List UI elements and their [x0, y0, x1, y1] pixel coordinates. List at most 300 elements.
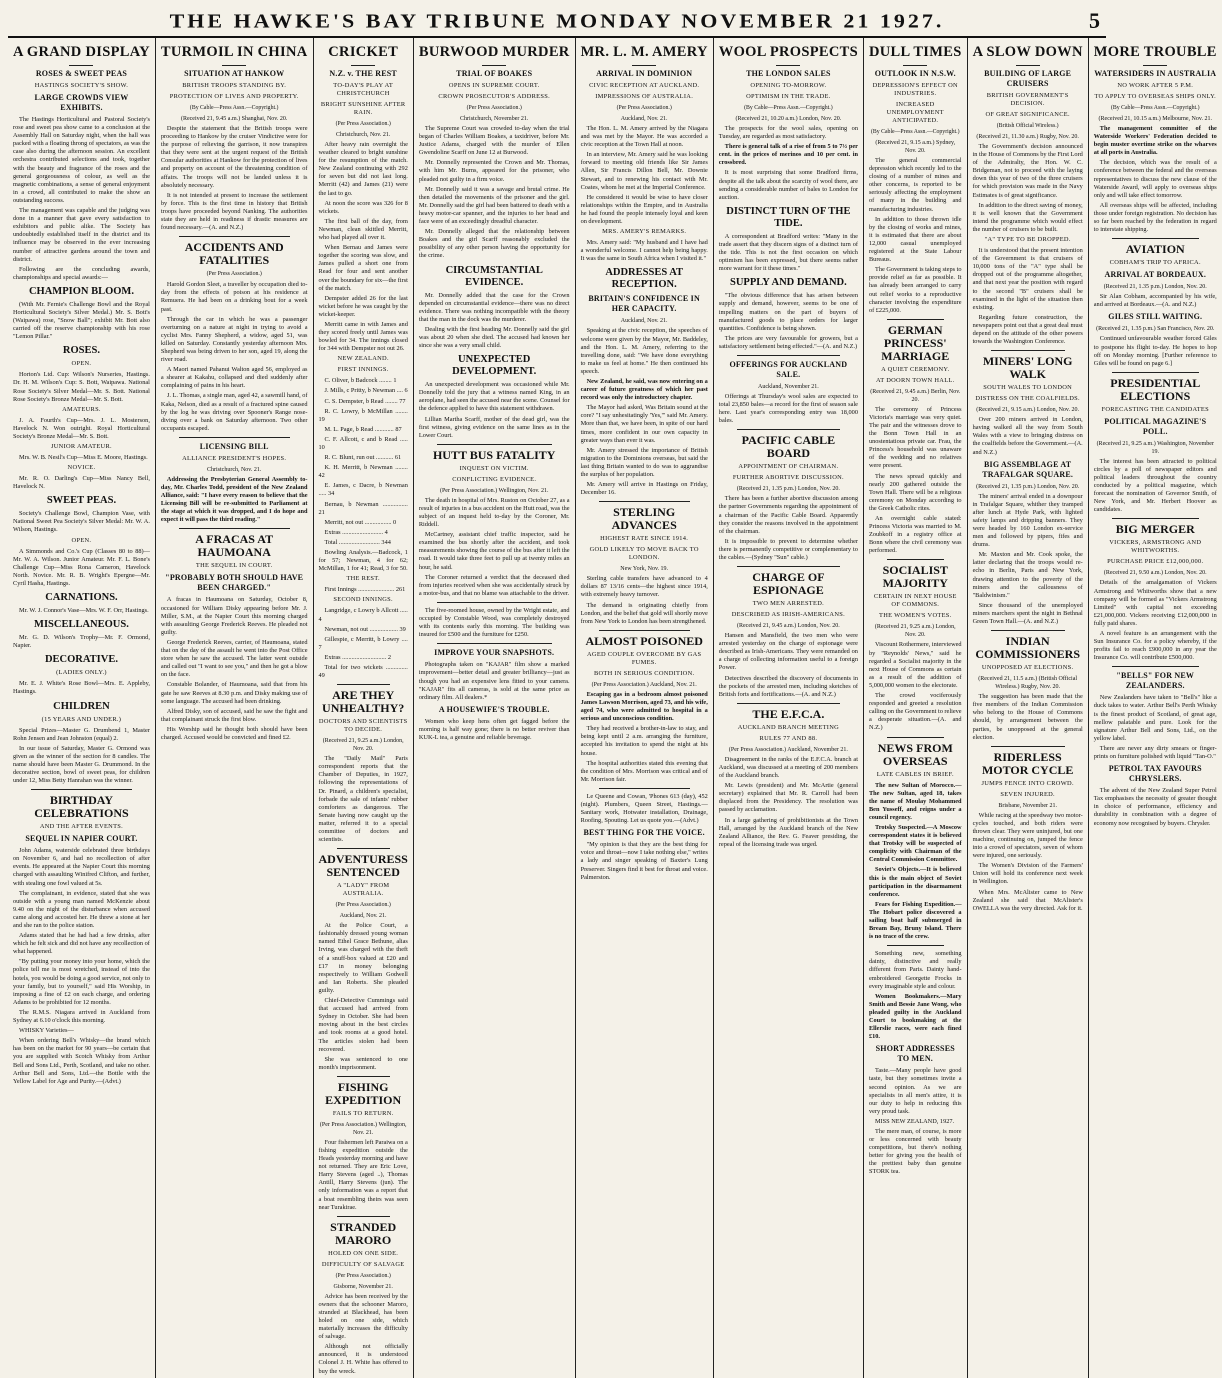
subheadline: LICENSING BILL — [199, 441, 269, 451]
paragraph: Mrs. Amery said: "My husband and I have had a wonderful welcome. I cannot help being happy. It was the same in South Africa when I visited it." — [580, 239, 708, 263]
paragraph: Mr. Lewis (president) and Mr. McArtie (general secretary) explained that Mr. R. Carroll had been displaced from the Presidency. The resolution was passed by acclamation. — [718, 782, 858, 814]
paragraph: Adams stated that he had had a few drinks, after which he felt sick and did not have any recollection of what happened. — [13, 932, 150, 956]
column-headline: MORE TROUBLE — [1093, 44, 1217, 60]
article-headline: MINERS' LONG WALK — [982, 354, 1073, 382]
paragraph: MISS NEW ZEALAND, 1927. — [874, 1117, 955, 1125]
paragraph: Women who keep hens often get fagged before the morning is half way gone; there is no better reviver than KUK-L tea, a genuine and reliable beverage. — [418, 717, 570, 741]
deck-line: RULES 77 AND 88. — [759, 734, 818, 742]
paragraph: Newman, not out .................. 39 — [324, 625, 406, 633]
column-headline: A SLOW DOWN — [972, 44, 1083, 60]
wire-credit: (Per Press Association.) — [335, 902, 391, 909]
paragraph: In a large gathering of prohibitionists at the Town Hall, arranged by the Auckland branch of the New Zealand Alliance, the Rev. G. Feaver presiding, the repeal of the licensing trade was urged. — [718, 816, 858, 848]
subheadline: POLITICAL MAGAZINE'S POLL. — [1104, 416, 1207, 436]
dateline: (Received 21, 9.25 a.m.) Washington, November 19. — [1096, 440, 1214, 455]
wire-credit: (By Cable—Press Assn.—Copyright.) — [744, 105, 833, 111]
deck-line: AT DOORN TOWN HALL. — [876, 376, 955, 384]
paragraph: The Coroner returned a verdict that the deceased died from injuries received when she was accidentally struck by a motor-bus, and that no blame was attachable to the driver. — [418, 573, 570, 597]
article-divider — [179, 528, 290, 529]
wire-credit: (By Cable—Press Assn.—Copyright.) — [189, 105, 279, 111]
dateline: Auckland, November 21. — [758, 383, 819, 390]
paragraph: The Supreme Court was crowded to-day when the trial began of Charles William Boakes, a taxidriver, before Mr. Justice Adams, charged with the murder of Ellen Gwendoline Scarff on June 12 at Burwood. — [418, 125, 570, 157]
deck-line: OPENING TO-MORROW. — [750, 82, 827, 89]
paragraph: After heavy rain overnight the weather cleared to bright sunshine for the resumption of the match. New Zealand continuing with 292 for seven but did not last long. Merritt (42) and James (21) were the last to go. — [318, 141, 408, 197]
paragraph: R. C. Blunt, run out ........... 61 — [324, 454, 402, 462]
paragraph: Mr. R. O. Darling's Cup—Miss Nancy Bell, Havelock N. — [13, 475, 150, 491]
deck-line: NO WORK AFTER 5 P.M. — [1117, 82, 1194, 89]
paragraph: Extras ............................ 2 — [324, 653, 391, 661]
article-headline: NEWS FROM OVERSEAS — [877, 740, 953, 768]
dateline: (Received 21, 1.35 p.m.) London, Nov. 20. — [1103, 284, 1207, 291]
paragraph: In our issue of Saturday, Master G. Ormond was given as the winner of the section for 8 candles. The name should have been Master G. Drummond. In the decorative section, bowl of sweet peas, for children under 12, Miss Betty Hanrahan was the winner. — [13, 744, 150, 785]
paragraph: Mr. Donnelly added that the case for the Crown depended on circumstantial evidence—there was no direct evidence. There was nothing incompatible with the theory that the man in the dock was the murderer. — [418, 291, 570, 323]
column-headline: A GRAND DISPLAY — [13, 44, 150, 60]
deck-line: FURTHER ABORTIVE DISCUSSION. — [732, 474, 844, 482]
page-number: 5 — [1089, 8, 1100, 33]
subheadline: BEST THING FOR THE VOICE. — [583, 828, 705, 838]
article-divider — [1112, 372, 1199, 373]
paragraph: Gillespie, c Merritt, b Lowry .... 7 — [318, 635, 408, 651]
paragraph: She was sentenced to one month's imprisonment. — [318, 1055, 408, 1071]
paragraph: Bowling Analysis.—Badcock, 1 for 57; Newman, 4 for 62; McMillan, 1 for 41; Read, 3 for 50. — [318, 549, 408, 573]
deck-line: INCREASED UNEMPLOYMENT ANTICIPATED. — [886, 101, 944, 124]
deck-line: OPENS IN SUPREME COURT. — [448, 82, 540, 89]
deck-line: JUNIOR AMATEUR. — [50, 443, 112, 450]
deck-line: BRITISH GOVERNMENT'S DECISION. — [986, 92, 1069, 107]
article-divider — [437, 602, 552, 603]
wire-credit: (British Official Wireless.) — [996, 123, 1059, 129]
headline-rule — [632, 65, 656, 66]
deck-line: AGED COUPLE OVERCOME BY GAS FUMES. — [586, 650, 702, 666]
subheadline: THE LONDON SALES — [746, 69, 831, 78]
section-heading: DECORATIVE. — [44, 654, 118, 666]
article-divider — [337, 1216, 390, 1217]
paragraph: At the Police Court, a fashionably dressed young woman named Ethel Grace Bethune, alias Irving, was charged with the theft of a snuff-box valued at £20 and £17 in money belonging respectively to William Godwell and Ian Roberts. She pleaded guilty. — [318, 922, 408, 994]
paragraph: An unexpected development was occasioned while Mr. Donnelly told the jury that a witness named King, in an aeroplane, had seen the accused near the scene. Counsel for the defence applied to have this statement withdrawn. — [418, 381, 570, 413]
article-headline: ARE THEY UNHEALTHY? — [322, 688, 405, 716]
deck-line: SOUTH WALES TO LONDON — [983, 384, 1073, 392]
paragraph: C. Oliver, b Badcock ........ 1 — [324, 377, 397, 385]
deck-line: COBHAM'S TRIP TO AFRICA. — [1109, 259, 1201, 267]
subheadline: BUILDING OF LARGE CRUISERS — [984, 69, 1072, 88]
subheadline: IMPROVE YOUR SNAPSHOTS. — [434, 648, 555, 658]
subheadline: OUTLOOK IN N.S.W. — [874, 69, 956, 78]
section-heading: CARNATIONS. — [45, 592, 118, 604]
column-headline: WOOL PROSPECTS — [718, 44, 858, 60]
column-headline: CRICKET — [328, 44, 399, 60]
paragraph: Mr. G. D. Wilson's Trophy—Mr. F. Ormond, Napier. — [13, 634, 150, 650]
paragraph: The first ball of the day, from Newman, clean skittled Merritt, who had played all over it. — [318, 217, 408, 242]
paragraph: Mr. Donnelly represented the Crown and Mr. Thomas, with him Mr. Burns, appeared for the prisoner, who pleaded not guilty in a firm voice. — [418, 159, 570, 183]
dateline: (Received 21, 9.15 a.m.) London, Nov. 20. — [976, 407, 1080, 414]
paragraph: Constable Bolander, of Haumoana, said that from his gate he saw Reeves at 8.30 p.m. and Disky making use of some language. The accused had been drinking. — [160, 681, 308, 705]
paragraph: When Mrs. McAlister came to New Zealand she said that McAlister's OWELLA was the very directed. Ask for it. — [972, 888, 1083, 912]
deck-line: "A" TYPE TO BE DROPPED. — [984, 236, 1071, 244]
deck-line: FIRST INNINGS. — [337, 366, 389, 374]
subheadline: ARRIVAL IN DOMINION — [596, 69, 693, 78]
subheadline: A HOUSEWIFE'S TROUBLE. — [438, 704, 550, 714]
deck-line: DOCTORS AND SCIENTISTS TO DECIDE. — [318, 718, 408, 734]
paragraph: First Innings ....................... 261 — [324, 586, 406, 594]
paragraph: Mr. Amery stressed the importance of British migration to the Dominions overseas, but said the last thing Britain wanted to do was to aggrandise the surplus of her population. — [580, 446, 708, 478]
paragraph: It is most surprising that some Bradford firms, despite all the talk about the scarcity of wool there, are sending a considerable number of bales to London for auction. — [718, 169, 858, 201]
dateline: (Received 21, 1.35 p.m.) London, Nov. 20. — [976, 483, 1080, 490]
article-divider — [991, 746, 1065, 747]
article-headline: RIDERLESS MOTOR CYCLE — [981, 749, 1074, 777]
article-headline: BIRTHDAY CELEBRATIONS — [34, 793, 129, 821]
paragraph: The ceremony of Princess Victoria's marriage was very quiet. The pair and the witnesses drove to the Bonn Town Hall in an unostentatious private car. Frau, the Princess's household was unaware of the wedding and no relatives were present. — [868, 405, 962, 470]
article-divider — [737, 355, 840, 356]
paragraph: The management was capable and the judging was done in a manner that gave every satisfaction to exhibitors and public alike. The Society has undoubtedly established itself in the district and its influence may be observed in the ever increasing number of attractive gardens around the town and district. — [13, 207, 150, 263]
deck-line: HIGHEST RATE SINCE 1914. — [600, 535, 689, 543]
article-headline: FISHING EXPEDITION — [325, 1079, 402, 1107]
paragraph: Mrs. W. B. Nesil's Cup—Miss E. Moore, Hastings. — [19, 454, 148, 461]
paragraph: Merritt, not out ................. 0 — [324, 518, 397, 526]
column-2 — [156, 38, 314, 1378]
section-heading: UNEXPECTED DEVELOPMENT. — [452, 354, 537, 378]
paragraph: Four fishermen left Paraiwa on a fishing expedition outside the Heads yesterday morning and have not returned. They are Eric Love, Harry Stevens (aged ..), Thomas Antill, Harry Stevens (jun). The only information was a report that a boat resembling theirs was seen near Turakirae. — [318, 1138, 408, 1211]
paragraph: The interest has been attracted to political circles by a poll of newspaper editors and political leaders throughout the country conducted by a political magazine, which forecast the nomination of Governor Smith, of New York, and Mr. Herbert Hoover as candidates. — [1093, 457, 1217, 514]
subheadline: ROSES & SWEET PEAS — [35, 69, 128, 78]
deck-line: OF GREAT SIGNIFICANCE. — [985, 111, 1070, 118]
paragraph: It is not intended at present to increase the settlement by force. This is the first time in history that British troops have proceeded beyond Nanking. The authorities state they are held in readiness if drastic measures are found necessary.—(A. and N.Z.) — [160, 191, 308, 232]
paragraph: Although not officially announced, it is understood Colonel J. H. White has offered to buy the wreck. — [318, 1343, 408, 1375]
headline-rule — [1143, 65, 1167, 66]
article-divider — [991, 350, 1065, 351]
article-divider — [1112, 518, 1199, 519]
section-heading: CHILDREN — [53, 700, 110, 712]
deck-line: AND THE AFTER EVENTS. — [39, 823, 124, 831]
paragraph: E. James, c Dacre, b Newman ..... 34 — [318, 482, 408, 498]
paragraph: The crowd vociferously responded and greeted a resolution calling on the Government to relieve a desperate situation.—(A. and N.Z.) — [868, 692, 962, 732]
wire-credit: (By Cable—Press Assn.—Copyright.) — [870, 129, 960, 135]
wire-credit: (Per Press Association.) — [335, 1272, 391, 1279]
article-headline: ALMOST POISONED — [585, 633, 703, 648]
section-heading: MISCELLANEOUS. — [34, 619, 129, 631]
article-headline: ACCIDENTS AND FATALITIES — [184, 240, 284, 268]
paragraph: A Maori named Pahanui Walton aged 56, employed as a shearer at Kakahu, collapsed and died suddenly after complaining of pains in his heart. — [160, 366, 308, 390]
paragraph: J. A. Fourth's Cup—Mrs. J. L. Mosterson, Havelock N. Won outright. Royal Horticultural Society's Bronze Medal—Mr. S. Bott. — [13, 416, 150, 440]
dateline: (Received 21, 9.25 a.m.) London, Nov. 20. — [322, 738, 404, 753]
paragraph: While racing at the speedway two motor-cycles touched, and both riders were thrown clear. They were uninjured, but one machine, continuing on, jumped the fence into a crowd of spectators, seven of whom were injured, one seriously. — [972, 811, 1083, 860]
deck-line: A "LADY" FROM AUSTRALIA. — [336, 882, 390, 898]
dateline: Auckland, Nov. 21. — [620, 318, 668, 325]
paragraph: Something new, something dainty, distinctive and really different from Paris. Dainty hand-embroidered Georgette Frocks in every imaginable style and colour. — [868, 950, 962, 990]
paragraph-bold: Women Bookmakers.—Mary Smith and Bessie Jane Wong, who pleaded guilty in the Auckland Court to bookmaking at the Ellerslie races, were each fined £10. — [868, 992, 962, 1041]
deck-line: OPEN. — [71, 360, 92, 368]
paragraph: They had received a brother-in-law to stay, and being kept until 2 a.m. arranging the furniture, accepted his invitation to spend the night at his house. — [580, 725, 708, 757]
deck-line: THE SEQUEL IN COURT. — [195, 562, 273, 570]
dateline: Gisborne, November 21. — [333, 1283, 393, 1290]
dateline: (Received 21, 9.45 a.m.) Shanghai, Nov. 20. — [180, 116, 288, 122]
dateline: (Received 21, 9.15 a.m.) Sydney, Nov. 20. — [875, 140, 956, 154]
paragraph: WHISKY Varieties— — [19, 1027, 74, 1035]
subheadline: BRITAIN'S CONFIDENCE IN HER CAPACITY. — [588, 294, 700, 314]
column-9 — [1089, 38, 1222, 1378]
dateline: Brisbane, November 21. — [998, 802, 1057, 809]
subheadline: N.Z. v. THE REST — [329, 69, 397, 78]
paragraph: Dempster added 26 for the last wicket before he was caught by the wicket-keeper. — [318, 294, 408, 318]
deck-line: OPTIMISM IN THE TRADE. — [746, 93, 831, 100]
paragraph: (With Mr. Fernie's Challenge Bowl and the Royal Horticultural Society's Silver Medal.) Mr. S. Bott's (Waipawa) rose, "Snow Ball"; exhibit Mr. Bott also carried off the reserve championship with his rose "Lemon Pillar." — [13, 300, 150, 341]
dateline: (Received 21, 11.30 a.m.) Rugby, Nov. 20. — [976, 134, 1079, 140]
article-divider — [337, 848, 390, 849]
column-1 — [8, 38, 156, 1378]
column-3 — [314, 38, 414, 1378]
article-divider — [437, 444, 552, 445]
article-divider — [179, 437, 290, 438]
paragraph: Horton's Ltd. Cup: Wilson's Nurseries, Hastings. Dr. H. M. Wilson's Cup: S. Bott, Waipawa. National Rose Society's Silver Medal—Mr. S. Bott. National Rose Society's Bronze Medal—Mr. S. Bott. — [13, 371, 150, 403]
wire-credit: (Per Press Association.) — [335, 121, 391, 127]
paragraph: The Women's Division of the Farmers' Union will hold its conference next week in Wellington. — [972, 862, 1083, 886]
paragraph: McCartney, assistant chief traffic inspector, said he examined the bus shortly after the accident, and took measurements showing the course of the bus after it left the road. It would take three feet to pull up at twenty miles an hour, he said. — [418, 531, 570, 571]
paragraph: It is understood that the present intention of the Government is that cruisers of 10,000 tons of the "A" type shall be dropped out of the programme altogether, and that next year the position with regard to the second "B" cruisers shall be examined in the light of the situation then existing. — [972, 247, 1083, 311]
masthead — [8, 6, 1106, 38]
dateline: New York, Nov. 19. — [620, 566, 669, 573]
deck-line: MRS. AMERY'S REMARKS. — [602, 228, 687, 236]
dateline: Auckland, Nov. 21. — [620, 116, 668, 122]
article-headline: CHARGE OF ESPIONAGE — [752, 570, 825, 598]
subheadline: OFFERINGS FOR AUCKLAND SALE. — [729, 359, 848, 379]
paragraph-bold: The management committee of the Waterside Workers' Federation decided to begin muster overtime strike on the wharves at all ports in Australia. — [1093, 125, 1217, 157]
deck-line: FORECASTING THE CANDIDATES — [1101, 405, 1209, 413]
paragraph: John Adams, waterside celebrated three birthdays on November 6, and had no recollection of after events. He appeared at the Napier Court this morning charged with assaulting Winifred Clifton, and further, with stealing one fowl valued at 5s. — [13, 847, 150, 887]
deck-line: NEW ZEALAND. — [337, 355, 389, 363]
paragraph: The news spread quickly and nearly 200 gathered outside the Town Hall. There will be a religious ceremony on Monday according to the Greek Catholic rites. — [868, 472, 962, 512]
dateline: (Received 21, 9.45 a.m.) London, Nov. 20. — [737, 623, 840, 630]
section-heading: ROSES. — [62, 345, 100, 357]
deck-line: DIFFICULTY OF SALVAGE — [321, 1260, 405, 1268]
paragraph: In an interview, Mr. Amery said he was looking forward to meeting old friends like Sir James Allen, Sir Francis Dillon Bell, Mr. Downie Stewart, and to renewing his contact with Mr. Coates, whom he met at the Imperial Conference. — [580, 151, 708, 191]
paragraph: J. Mills, c Pritty, b Newman .... 6 — [324, 387, 408, 395]
article-divider — [599, 788, 690, 789]
deck-line: VICKERS, ARMSTRONG AND WHITWORTHS. — [1109, 539, 1202, 555]
subheadline: "PROBABLY BOTH SHOULD HAVE BEEN CHARGED." — [165, 573, 304, 593]
subheadline: PETROL TAX FAVOURS CHRYSLERS. — [1108, 764, 1202, 784]
paragraph: He considered it would be wise to have closer relationships within the Empire, and in Australia he had found the people intensely loyal and keen on development. — [580, 193, 708, 226]
deck-line: BRIGHT SUNSHINE AFTER RAIN. — [320, 101, 406, 116]
column-headline: MR. L. M. AMERY — [580, 44, 708, 60]
paragraph: Mr. E. J. White's Rose Bowl—Mrs. E. Appleby, Hastings. — [13, 680, 150, 696]
deck-line: DEPRESSION'S EFFECT ON INDUSTRIES. — [872, 82, 958, 97]
paragraph: Special Prizes—Master G. Drumbend 1, Master Rohn Jensen and Jean Johnston (equal) 2. — [13, 726, 150, 742]
paragraph: The general commercial depression which recently led to the closing of a number of mines and other concerns, is reported to be seriously affecting the employment of many in the building and manufacturing industries. — [868, 157, 962, 213]
deck-line: CERTAIN IN NEXT HOUSE OF COMMONS. — [873, 593, 957, 609]
headline-rule — [351, 65, 375, 66]
paragraph-bold: Addressing the Presbyterian General Assembly to-day, Mr. Charles Todd, president of the New Zealand Alliance, said: "I have every reason to believe that the Licensing Bill will be re-submitted to Parliament at the stage at which it was dropped, and I do hope and expect it will pass the third reading." — [160, 475, 308, 524]
deck-line: AUCKLAND BRANCH MEETING — [737, 723, 840, 731]
paragraph: J. L. Thomas, a single man, aged 42, a sawmill hand, of Kaka, Nelson, died as a result of a fractured spine caused by the log he was driving over Spooner's Range nose-diving over a bank on Saturday afternoon. Two other occupants escaped. — [160, 392, 308, 432]
dateline: (Received 21, 11.5 a.m.) (British Official Wireless.) Rugby, Nov. 20. — [978, 676, 1078, 691]
subheadline: ARRIVAL AT BORDEAUX. — [1104, 270, 1207, 280]
paragraph: In addition to the direct saving of money, it is well known that the Government intend the programme which would effect the number of cruisers to be built. — [972, 201, 1083, 233]
paragraph: Merritt came in with James and they scored freely until James was bowled for 34. The innings closed for 344 with Dempster not out 26. — [318, 320, 408, 353]
article-divider — [179, 236, 290, 237]
subheadline: SITUATION AT HANKOW — [184, 69, 285, 78]
dateline: (Per Press Association.) Auckland, November 21. — [728, 746, 848, 753]
article-divider — [737, 429, 840, 430]
section-heading: DISTINCT TURN OF THE TIDE. — [726, 205, 851, 229]
paragraph: His Worship said he thought both should have been charged. Accused would be convicted and fined £2. — [160, 725, 308, 741]
column-8 — [968, 38, 1089, 1378]
dateline: (Received 21, 10.15 a.m.) Melbourne, Nov. 21. — [1098, 116, 1212, 122]
article-headline: PACIFIC CABLE BOARD — [741, 433, 836, 461]
article-headline: SOCIALIST MAJORITY — [882, 563, 948, 591]
paragraph: M. L. Page, b Read ............ 87 — [324, 425, 402, 433]
paragraph: K. H. Merritt, b Newman ........ 42 — [318, 464, 408, 480]
deck-line: UNOPPOSED AT ELECTIONS. — [981, 664, 1074, 672]
column-headline: TURMOIL IN CHINA — [160, 44, 308, 60]
paragraph: Extras .......................... 4 — [324, 528, 388, 536]
paragraph: Sterling cable transfers have advanced to 4 dollars 87 13/16 cents—the highest since 1914, with extremely heavy turnover. — [580, 575, 708, 599]
paragraph: The advent of the New Zealand Super Petrol Tax emphasises the necessity of greater thought in choice of performance, efficiency and durability in combination with a degree of economy now recognised by buyers. Chrysler. — [1093, 787, 1217, 827]
paragraph: Mr. Donnelly said it was a savage and brutal crime. He then detailed the movements of the prisoner and the girl. Mr. Donnelly said the girl had been battered to death with a heavy motor-car spanner, and the injuries to her head and face were of an exceedingly dreadful character. — [418, 185, 570, 226]
article-divider — [599, 501, 690, 502]
deck-line: TO APPLY TO OVERSEAS SHIPS ONLY. — [1094, 93, 1217, 100]
paragraph: The complainant, in evidence, stated that she was outside with a young man named McKenzie about 9.40 on the night of the disturbance when accused came along and accosted her. He threw a stone at her and she ran to the police station. — [13, 889, 150, 929]
paragraph: The hospital authorities stated this evening that the condition of Mrs. Morrison was critical and of Mr. Morrison fair. — [580, 759, 708, 783]
deck-line: TWO MEN ARRESTED. — [752, 600, 825, 608]
deck-line: DESCRIBED AS IRISH-AMERICANS. — [731, 611, 846, 619]
paragraph: A fracas in Haumoana on Saturday, October 8, occasioned for William Disky appearing before Mr. J. Miller, S.M., at the Napier Court this morning charged with assaulting George Frederick Reeves. He pleaded not guilty. — [160, 596, 308, 636]
subheadline: TRIAL OF BOAKES — [456, 69, 533, 78]
paragraph: Mr. Donnelly alleged that the relationship between Boakes and the girl Scarff reasonably excluded the possibility of any other person having the opportunity for the crime. — [418, 228, 570, 260]
article-divider — [337, 684, 390, 685]
deck-line: GOLD LIKELY TO MOVE BACK TO LONDON. — [589, 546, 699, 562]
paragraph: George Frederick Reeves, carrier, of Haumoana, stated that on the day of the assault he went into the Post Office store when he saw the accused. The latter went outside and called out "I want to see you," and then he got a blow on the face. — [160, 638, 308, 679]
deck-line: (LADIES ONLY.) — [56, 669, 107, 677]
paragraph: The "Daily Mail" Paris correspondent reports that the Chamber of Deputies, in 1927, following the representations of Dr. Pinard, a children's specialist, forbade the sale of infants' rubber comforters as dangerous. The Senate having now caught up the matter, referred it to a special committee of doctors and scientists. — [318, 755, 408, 844]
paragraph: Detectives described the discovery of documents in the pockets of the arrested men, including sketches of British forts and fortifications.—(A. and N.Z.) — [718, 674, 858, 698]
paragraph: The R.M.S. Niagara arrived in Auckland from Sydney at 6.10 o'clock this morning. — [13, 1008, 150, 1025]
deck-line: CIVIC RECEPTION AT AUCKLAND. — [589, 82, 700, 89]
article-headline: THE E.F.C.A. — [752, 706, 825, 721]
paragraph-bold: The new Sultan of Morocco.—The new Sultan, aged 18, takes the name of Moulay Mohammed Ben Yusseff, and reigns under a council regency. — [868, 781, 962, 821]
paragraph: Details of the amalgamation of Vickers Armstrong and Whitworths show that a new company will be formed as "Vickers Armstrong Limited" with capital not exceeding £21,000,000. Vickers receiving £12,000,000 in fully paid shares. — [1093, 579, 1217, 627]
paragraph: Hansen and Mansfield, the two men who were arrested yesterday on the charge of espionage were described as Irish-Americans. They were remanded on a charge of collecting information useful to a foreign Power. — [718, 632, 858, 672]
dateline: (Received 21, 1.35 p.m.) San Francisco, Nov. 20. — [1096, 326, 1215, 333]
wire-credit: (Per Press Association.) — [616, 105, 672, 111]
masthead-title: THE HAWKE'S BAY TRIBUNE MONDAY NOVEMBER 21 1927. — [169, 9, 945, 32]
deck-line: PURCHASE PRICE £12,000,000. — [1107, 558, 1204, 566]
paragraph-bold: Soviet's Objects.—It is believed this is the main object of Soviet participation in the disarmament conference. — [868, 866, 962, 898]
dateline: Auckland, Nov. 21. — [339, 913, 387, 920]
article-headline: A FRACAS AT HAUMOANA — [195, 532, 274, 560]
paragraph: There has been a further abortive discussion among the partner Governments regarding the appointment of a chairman of the Pacific Cable Board. Apparently they consider the reasons involved in the appointment of the chairman. — [718, 495, 858, 535]
deck-line: INQUEST ON VICTIM. — [459, 464, 529, 472]
deck-line: SECOND INNINGS. — [333, 596, 393, 604]
paragraph: Advice has been received by the owners that the schooner Maroro, stranded at Blackhead, has been holed on one side, which materially increases the difficulty of salvage. — [318, 1292, 408, 1341]
paragraph: Disagreement in the ranks of the E.F.C.A. branch at Auckland, was discussed at a meeting of 200 members of the Auckland branch. — [718, 755, 858, 780]
paragraph: The Mayor had asked, Was Britain sound at the core? "I say unhesitatingly 'Yes,'" said Mr. Amery. More than that, we have been, in spite of our hard times, more confident in our own capacity in greater ways than ever it was. — [580, 404, 708, 444]
column-headline: BURWOOD MURDER — [418, 44, 570, 60]
deck-line: FAILS TO RETURN. — [332, 1109, 394, 1117]
article-headline: STERLING ADVANCES — [611, 505, 677, 533]
paragraph: Photographs taken on "KAJAR" film show a marked improvement—better detail and greater brilliancy—just as though you had an expensive lens fitted to your camera. "KAJAR" fits all cameras, is sold at the same price as ordinary film. All dealers.* — [418, 661, 570, 701]
paragraph: Mr. Amery will arrive in Hastings on Friday, December 16. — [580, 481, 708, 497]
paragraph: The Hon. L. M. Amery arrived by the Niagara and was met by the Mayor. He was accorded a civic reception at the Town Hall at noon. — [580, 125, 708, 149]
paragraph: Mr. W. J. Connor's Vase—Mrs. W. F. Orr, Hastings. — [19, 607, 149, 615]
article-headline: HUTT BUS FATALITY — [432, 447, 556, 462]
paragraph: The suggestion has been made that the five members of the Indian Commission who belong to the House of Commons should, by arrangement between the parties, be unopposed at the general election. — [972, 693, 1083, 741]
paragraph: C. S. Dempster, b Read ........ 77 — [324, 397, 406, 405]
column-5 — [576, 38, 714, 1378]
column-4 — [414, 38, 576, 1378]
paragraph: In addition to those thrown idle by the closing of works and mines, it is estimated that there are about 12,000 casual unemployed registered at the State Labour Bureaus. — [868, 215, 962, 264]
paragraph: New Zealanders have taken to "Bell's" like a duck takes to water. Arthur Bell's Perth Whisky is the finest product of Scotland, of great age, mellow palatable and pure. Look for the signature Arthur Bell and Sons, Ltd., on the yellow label. — [1093, 694, 1217, 742]
section-heading: SWEET PEAS. — [46, 495, 117, 507]
article-headline: PRESIDENTIAL ELECTIONS — [1110, 375, 1201, 403]
paragraph: Sir Alan Cobham, accompanied by his wife, and arrived at Bordeaux.—(A. and N.Z.) — [1093, 293, 1217, 309]
paragraph: Continued unfavourable weather forced Giles to postpone his flight to-day. He hopes to hop off on Monday morning. [Further reference to Giles will be found on page 6.] — [1093, 335, 1217, 367]
deck-line: NOVICE. — [67, 464, 96, 472]
paragraph: "By putting your money into your home, which the police tell me is most wretched, instead of into the hotels, you would be doing a good service, not only to your family, but to yourself," said His Worship, in imposing a fine of £2 on each charge, and ordering Adams to be prohibited for 12 months. — [13, 958, 150, 1006]
dateline: (Received 21, 9.25 a.m.) London, Nov. 20. — [874, 624, 956, 639]
article-divider — [887, 737, 944, 738]
column-6 — [714, 38, 864, 1378]
paragraph: Dealing with the first heading Mr. Donnelly said the girl was about 20 when she died. The accused had known her since she was a very small child. — [418, 325, 570, 350]
paragraph: Through the car in which he was a passenger overturning on a nature at night in trying to avoid a cyclist Mrs. Fanny Shepherd, a widow, aged 51, was killed on Saturday. Constantly yesterday afternoon Mrs. Shepherd was being driven to her son, aged 19, along the river road. — [160, 315, 308, 364]
paragraph: Total .......................... 344 — [324, 538, 391, 546]
article-divider — [1112, 666, 1199, 667]
paragraph: The prospects for the wool sales, opening on Tuesday, are regarded as most satisfactory. — [718, 125, 858, 141]
paragraph: A novel feature is an arrangement with the Sun Insurance Co. for a policy whereby, if the profits fail to reach £900,000 in any year the Insurance Co. will contribute £500,000. — [1093, 630, 1217, 662]
paragraph: Harold Gordon Sleet, a traveller by occupation died to-day from the effects of poison at his residence at Remuera. He had been on a drinking bout for a week past. — [160, 281, 308, 313]
deck-line: OPEN. — [71, 536, 92, 544]
paragraph: Total for two wickets .............. 49 — [318, 663, 408, 680]
article-divider — [737, 566, 840, 567]
dateline: (Per Press Association.) Wellington, Nov. 21. — [319, 1121, 407, 1136]
dateline: (Received 21, 10.20 a.m.) London, Nov. 20. — [735, 116, 842, 122]
paragraph: All overseas ships will be affected, including those under foreign registration. No decision has so far been reached by the federation in regard to interstate shipping. — [1093, 201, 1217, 234]
paragraph: The death in hospital of Mrs. Ruston on October 27, as a result of injuries in a bus accident on the Hutt road, was the subject of an inquest held to-day by the Coroner, Mr. Riddell. — [418, 496, 570, 529]
paragraph: Regarding future construction, the newspapers point out that a great deal must depend on the attitude of the other powers towards the Washington Conference. — [972, 313, 1083, 346]
paragraph: Speaking at the civic reception, the speeches of welcome were given by the Mayor, Mr. Baddeley, and the Hon. L. M. Amery, referring to the travelling done, said: "We have done everything to make us feel at home." He then continued his speech. — [580, 327, 708, 375]
subheadline: SHORT ADDRESSES TO MEN. — [875, 1044, 955, 1064]
paragraph: A correspondent at Bradford writes: "Many in the trade assert that they discern signs of a distinct turn of the tide. This is not the first occasion on which optimism has been expressed, but there seems rather more warrant for it these times." — [718, 232, 858, 273]
subheadline: "BELLS" FOR NEW ZEALANDERS. — [1116, 671, 1195, 691]
headline-rule — [222, 65, 246, 66]
deck-line: BRITISH TROOPS STANDING BY. — [182, 82, 287, 89]
deck-line: ALLIANCE PRESIDENT'S HOPES. — [182, 454, 287, 462]
deck-line: THE REST. — [346, 575, 380, 583]
headline-rule — [903, 65, 927, 66]
paragraph: The demand is originating chiefly from London, and the belief that gold will shortly move from New York to London has been strengthened. — [580, 601, 708, 625]
paragraph: Society's Challenge Bowl, Champion Vase, with National Sweet Pea Society's Silver Medal: Mr. W. A. Wilson, Hastings. — [13, 510, 150, 534]
dateline: (Per Press Association.) Auckland, Nov. 21. — [591, 681, 697, 688]
paragraph: Despite the statement that the British troops were proceeding to Hankow by the cruiser Vindictive were for the purpose of relieving the garrison, it now transpires that they were sent at the urgent request of the British Consular authorities at Hankow for the protection of lives and property on account of the threatening condition of affairs. The troops will not be landed unless it is absolutely necessary. — [160, 125, 308, 189]
article-divider — [737, 703, 840, 704]
paragraph-bold: Fears for Fishing Expedition.—The Hobart police discovered a sailing boat half submerged in Bream Bay, Bruny Island. There is no trace of the crew. — [868, 900, 962, 941]
article-divider — [437, 643, 552, 644]
paragraph: At noon the score was 326 for 8 wickets. — [318, 199, 408, 215]
deck-line: THE WOMEN'S VOTES. — [879, 612, 952, 620]
paragraph: Since thousand of the unemployed miners marchers spent the night in Bethnal Green Town Hall.—(A. and N.Z.) — [972, 601, 1083, 626]
section-heading: CHAMPION BLOOM. — [28, 285, 134, 297]
dateline: Christchurch, November 21. — [460, 116, 529, 122]
paragraph: It is impossible to prevent to determine whether there is permanently competitive or complementary to the cables.—(Sydney "Sun" cable.) — [718, 537, 858, 561]
article-divider — [31, 789, 132, 790]
column-7 — [864, 38, 968, 1378]
dateline: (Per Press Association.) Wellington, Nov. 21. — [439, 487, 549, 494]
dateline: (Received 21, 1.35 p.m.) London, Nov. 20. — [736, 486, 840, 493]
headline-rule — [69, 65, 93, 66]
deck-line: BOTH IN SERIOUS CONDITION. — [593, 669, 695, 677]
paragraph: There are never any dirty smears or finger-prints on furniture polished with liquid "Tan-O." — [1093, 744, 1217, 761]
deck-line: (15 YEARS AND UNDER.) — [41, 715, 122, 723]
paragraph: Langridge, c Lowry b Allcott ..... 4 — [318, 607, 408, 623]
deck-line: APPOINTMENT OF CHAIRMAN. — [738, 463, 839, 471]
paragraph: The Hastings Horticultural and Pastoral Society's rose and sweet pea show came to a conclusion at the Assembly Hall on Saturday night, when the hall was packed with a floating throng of spectators, as was the case also during the afternoon session. An excellent orchestra contributed selections and took, together with the beauty and fragrance of the roses and the general gorgeousness of colour, as well as the magnetic combinations, a sense of general enjoyment in a crowd, all contributed to make the show an outstanding success. — [13, 116, 150, 204]
